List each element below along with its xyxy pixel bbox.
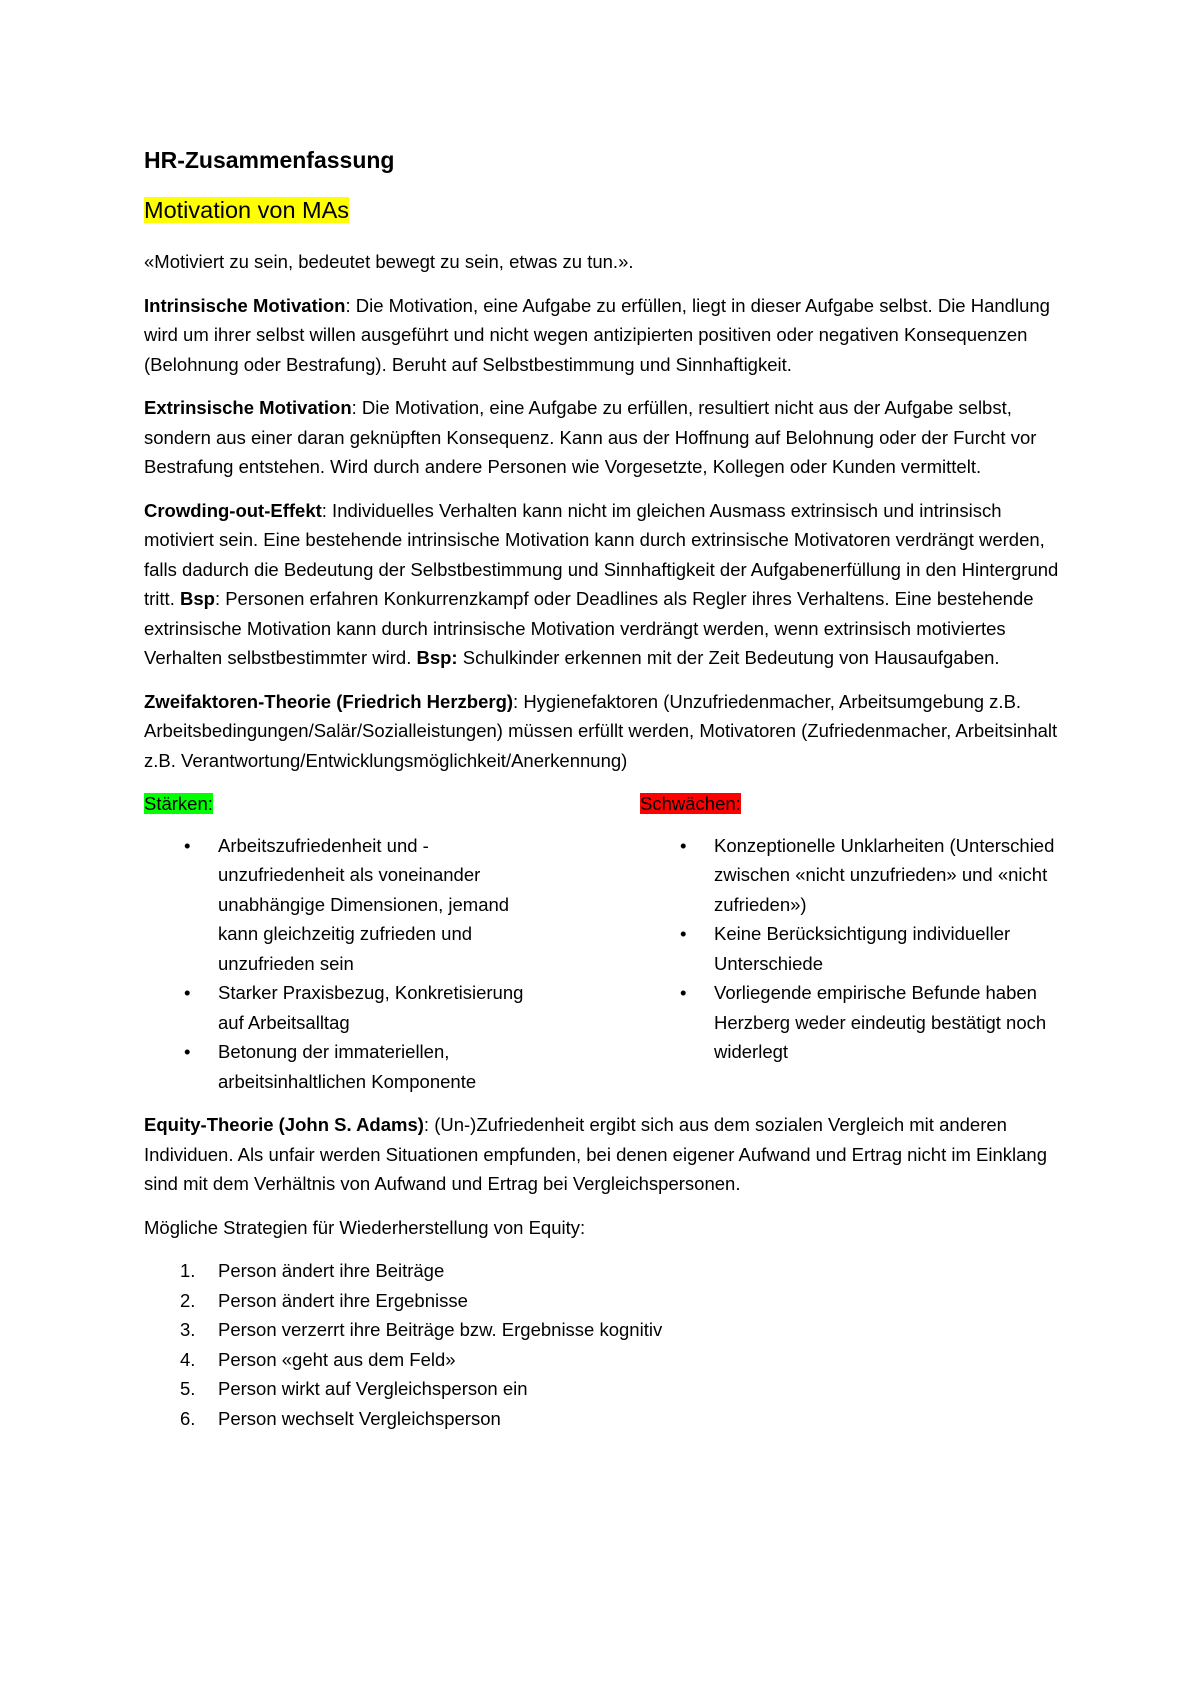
list-item [640, 978, 1064, 1067]
text-equity: : (Un-)Zufriedenheit ergibt sich aus dem sozialen Vergleich mit anderen Individuen. Als unfair werden Situationen empfunden, bei denen eigener Aufwand und Ertrag nicht im Einklang sind mit dem Verhältnis von Aufwand und Ertrag bei Vergleichspersonen. [144, 1114, 1047, 1194]
bullet-icon: • [680, 923, 687, 944]
bullet-icon: • [184, 1041, 191, 1062]
bullet-icon: • [184, 982, 191, 1003]
strength-item-text: Arbeitszufriedenheit und -unzufriedenheit als voneinander unabhängige Dimensionen, jemand kann gleichzeitig zufrieden und unzufrieden sein [218, 834, 510, 974]
paragraph-extrinsic [144, 393, 1064, 482]
list-item [144, 1315, 1064, 1345]
strength-item-text: Starker Praxisbezug, Konkretisierung auf Arbeitsalltag [218, 982, 524, 1033]
paragraph-equity [144, 1110, 1064, 1199]
strategy-text: Person ändert ihre Beiträge [218, 1260, 445, 1281]
document-page [144, 145, 1064, 1433]
list-item [144, 978, 538, 1037]
strength-item-text: Betonung der immateriellen, arbeitsinhaltlichen Komponente [218, 1041, 477, 1092]
weakness-item-text: Konzeptionelle Unklarheiten (Unterschied zwischen «nicht unzufrieden» und «nicht zufrieden») [714, 834, 1055, 915]
strategies-intro: Mögliche Strategien für Wiederherstellung von Equity: [144, 1216, 586, 1238]
term-crowding-out: Crowding-out-Effekt [144, 499, 322, 521]
term-equity: Equity-Theorie (John S. Adams) [144, 1114, 424, 1135]
text-herzberg: : Hygienefaktoren (Unzufriedenmacher, Arbeitsumgebung z.B. Arbeitsbedingungen/Salär/Sozialleistungen) müssen erfüllt werden, Motivatoren (Zufriedenmacher, Arbeitsinhalt z.B. Verantwortung/Entwicklungsmöglichkeit/Anerkennung) [144, 690, 1058, 771]
document-title: HR-Zusammenfassung [144, 147, 395, 173]
list-item [144, 831, 538, 979]
text-extrinsic: : Die Motivation, eine Aufgabe zu erfüllen, resultiert nicht aus der Aufgabe selbst, sondern aus einer daran geknüpften Konsequenz. Kann aus der Hoffnung auf Belohnung oder der Furcht vor Bestrafung entstehen. Wird durch andere Personen wie Vorgesetzte, Kollegen oder Kunden vermittelt. [144, 397, 1037, 477]
strengths-column [144, 789, 640, 1096]
strategy-text: Person ändert ihre Ergebnisse [218, 1289, 468, 1311]
term-herzberg: Zweifaktoren-Theorie (Friedrich Herzberg) [144, 690, 514, 712]
motivation-quote: «Motiviert zu sein, bedeutet bewegt zu sein, etwas zu tun.». [144, 251, 634, 272]
example-label-2: Bsp: [416, 647, 458, 668]
list-number: 1. [180, 1260, 196, 1281]
example-label-1: Bsp [179, 588, 215, 609]
weakness-item-text: Vorliegende empirische Befunde haben Herzberg weder eindeutig bestätigt noch widerlegt [714, 982, 1047, 1062]
term-intrinsic: Intrinsische Motivation [144, 294, 346, 316]
strategies-list [144, 1256, 1064, 1433]
list-number: 5. [180, 1378, 196, 1399]
term-extrinsic: Extrinsische Motivation [144, 397, 352, 418]
strengths-list [144, 831, 640, 1097]
weaknesses-column [640, 789, 1064, 1096]
list-item [144, 1374, 1064, 1404]
bullet-icon: • [680, 834, 687, 856]
weakness-item-text: Keine Berücksichtigung individueller Unterschiede [714, 923, 1011, 974]
paragraph-intrinsic [144, 291, 1064, 380]
paragraph-herzberg [144, 687, 1064, 776]
list-item [144, 1037, 538, 1096]
weaknesses-list [640, 831, 1064, 1067]
weaknesses-label [640, 789, 1064, 819]
list-item [144, 1286, 1064, 1316]
text-intrinsic: : Die Motivation, eine Aufgabe zu erfüllen, liegt in dieser Aufgabe selbst. Die Handlung wird um ihrer selbst willen ausgeführt und nicht wegen antizipierten positiven oder negativen Konsequenzen (Belohnung oder Bestrafung). Beruht auf Selbstbestimmung und Sinnhaftigkeit. [144, 294, 1050, 375]
list-item [144, 1404, 1064, 1434]
bullet-icon: • [184, 834, 191, 856]
paragraph-crowding-out [144, 496, 1064, 673]
weaknesses-label-text: Schwächen: [640, 793, 741, 814]
list-number: 2. [180, 1289, 196, 1311]
strategy-text: Person verzerrt ihre Beiträge bzw. Ergebnisse kognitiv [218, 1319, 663, 1340]
text-crowding-out-1: : Individuelles Verhalten kann nicht im gleichen Ausmass extrinsisch und intrinsisch motiviert sein. Eine bestehende intrinsische Motivation kann durch extrinsische Motivatoren verdrängt werden, falls dadurch die Bedeutung der Selbstbestimmung und Sinnhaftigkeit der Aufgabenerfüllung in den Hintergrund tritt. [144, 499, 1059, 609]
section-heading [144, 195, 1064, 225]
list-number: 3. [180, 1319, 196, 1340]
list-number: 6. [180, 1407, 196, 1429]
strategy-text: Person wechselt Vergleichsperson [218, 1407, 501, 1429]
strategy-text: Person wirkt auf Vergleichsperson ein [218, 1378, 528, 1399]
list-number: 4. [180, 1348, 196, 1370]
list-item [144, 1256, 1064, 1286]
list-item [640, 919, 1064, 978]
list-item [144, 1345, 1064, 1375]
strategy-text: Person «geht aus dem Feld» [218, 1348, 456, 1370]
bullet-icon: • [680, 982, 687, 1003]
list-item [640, 831, 1064, 920]
strengths-weaknesses-columns [144, 789, 1064, 1096]
strengths-label-text: Stärken: [144, 793, 213, 814]
strengths-label [144, 789, 640, 819]
section-heading-text: Motivation von MAs [144, 197, 350, 223]
text-crowding-out-2: : Personen erfahren Konkurrenzkampf oder Deadlines als Regler ihres Verhaltens. Eine bestehende extrinsische Motivation kann durch intrinsische Motivation verdrängt werden, wenn extrinsisch motiviertes Verhalten selbstbestimmter wird. [144, 588, 1034, 668]
text-crowding-out-3: Schulkinder erkennen mit der Zeit Bedeutung von Hausaufgaben. [457, 647, 1000, 668]
